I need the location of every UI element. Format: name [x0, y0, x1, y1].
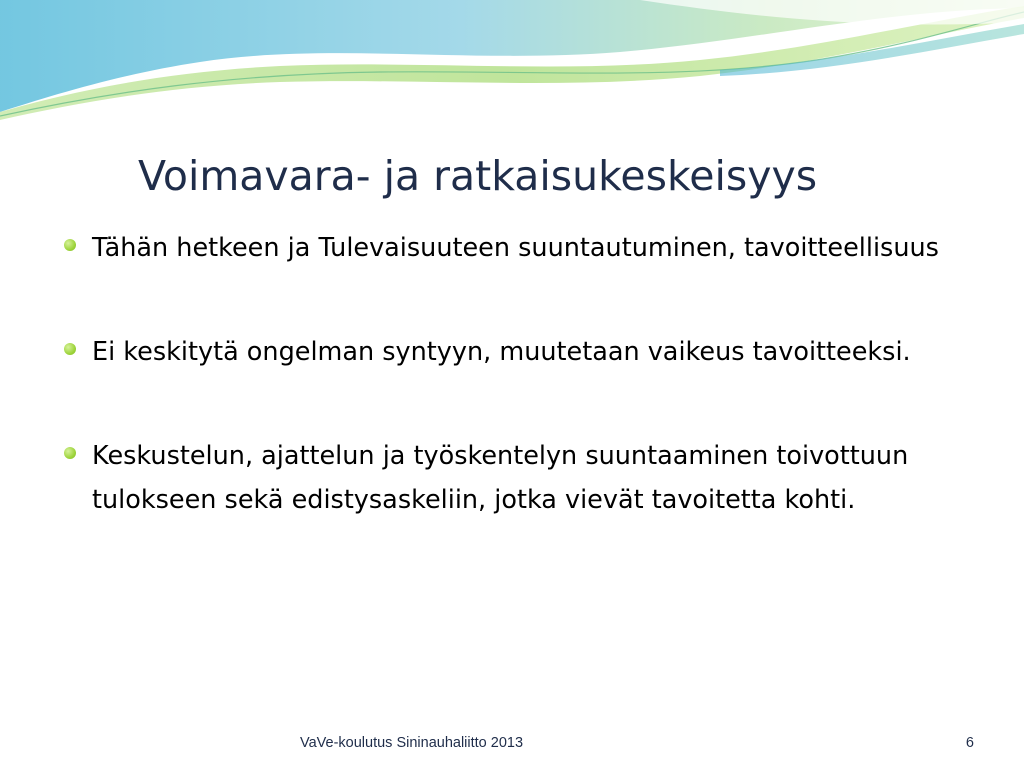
page-number: 6 — [965, 735, 974, 751]
bullet-text: Keskustelun, ajattelun ja työskentelyn suuntaaminen toivottuun tulokseen sekä edistysaskeliin, jotka vievät tavoitetta kohti. — [92, 441, 909, 515]
slide-title: Voimavara- ja ratkaisukeskeisyys — [138, 152, 818, 200]
bullet-dot-icon — [64, 239, 76, 251]
bullet-text: Tähän hetkeen ja Tulevaisuuteen suuntautuminen, tavoitteellisuus — [92, 233, 939, 263]
bullet-list — [64, 226, 964, 522]
bullet-item — [64, 434, 964, 522]
bullet-item — [64, 226, 964, 270]
header-wave-decoration — [0, 0, 1024, 130]
bullet-dot-icon — [64, 447, 76, 459]
bullet-item — [64, 330, 964, 374]
bullet-dot-icon — [64, 343, 76, 355]
bullet-text: Ei keskitytä ongelman syntyyn, muutetaan vaikeus tavoitteeksi. — [92, 337, 911, 367]
footer-text: VaVe-koulutus Sininauhaliitto 2013 — [300, 735, 524, 751]
